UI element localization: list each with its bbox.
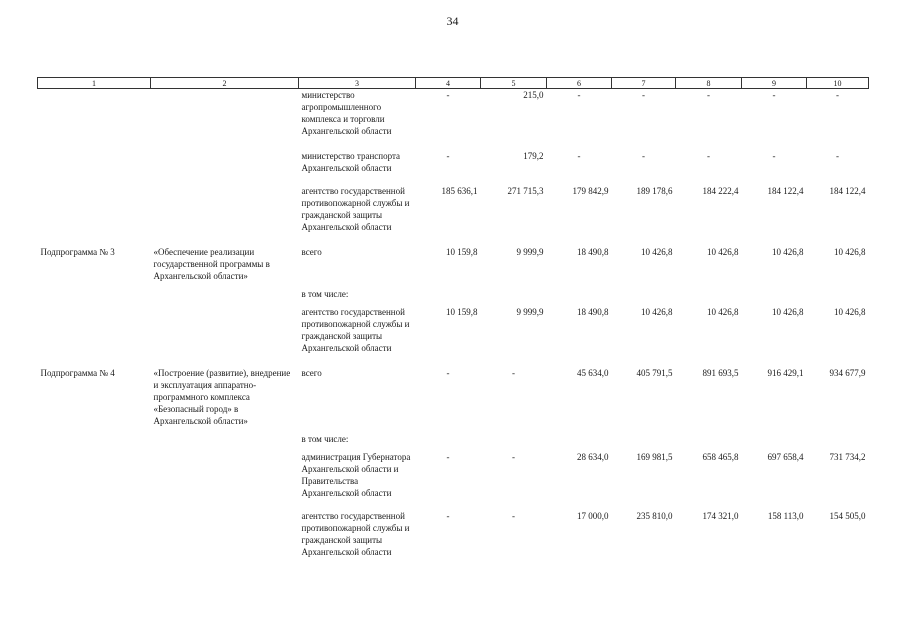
column-number: 3 (299, 78, 416, 89)
value-cell: 189 178,6 (636, 186, 673, 196)
value-cell (416, 288, 481, 306)
subprogram-title-cell (151, 306, 299, 367)
value-cell: - (512, 452, 515, 462)
table-row (38, 510, 869, 558)
column-number: 6 (547, 78, 612, 89)
table-row (38, 433, 869, 451)
value-cell: - (772, 151, 776, 161)
executor-cell: в том числе: (301, 289, 349, 299)
value-cell: 10 159,8 (446, 247, 478, 257)
value-cell: - (772, 90, 776, 100)
value-cell: - (642, 90, 645, 100)
value-cell: - (446, 90, 450, 100)
subprogram-title-cell (151, 185, 299, 246)
value-cell: - (836, 151, 839, 161)
value-cell: 10 159,8 (446, 307, 478, 317)
budget-table (37, 77, 869, 558)
table-body (38, 89, 869, 559)
table-row (38, 306, 869, 367)
table-row (38, 89, 869, 151)
subprogram-cell (38, 150, 151, 185)
subprogram-title-cell (151, 89, 299, 151)
value-cell (676, 288, 742, 306)
value-cell (481, 433, 547, 451)
subprogram-title-cell: «Обеспечение реализации государственной программы в Архангельской области» (153, 247, 270, 281)
subprogram-cell (38, 510, 151, 558)
subprogram-cell: Подпрограмма № 3 (40, 247, 115, 257)
table-row (38, 246, 869, 288)
value-cell (742, 288, 807, 306)
value-cell: 45 634,0 (577, 368, 609, 378)
value-cell: 158 113,0 (767, 511, 804, 521)
table-row (38, 150, 869, 185)
value-cell: 9 999,9 (516, 307, 544, 317)
value-cell: 184 222,4 (702, 186, 739, 196)
value-cell (742, 433, 807, 451)
column-number: 1 (38, 78, 151, 89)
value-cell: 184 122,4 (767, 186, 804, 196)
value-cell: - (446, 511, 450, 521)
table-row (38, 367, 869, 433)
table-row (38, 185, 869, 246)
value-cell (547, 433, 612, 451)
subprogram-title-cell (151, 433, 299, 451)
value-cell: 916 429,1 (767, 368, 804, 378)
value-cell: 169 981,5 (636, 452, 673, 462)
value-cell: - (577, 90, 581, 100)
executor-cell: агентство государственной противопожарной службы и гражданской защиты Архангельской области (301, 511, 410, 557)
value-cell: 405 791,5 (636, 368, 673, 378)
value-cell: - (512, 368, 515, 378)
subprogram-cell (38, 306, 151, 367)
executor-cell: всего (301, 368, 322, 378)
value-cell: - (577, 151, 581, 161)
value-cell (416, 433, 481, 451)
value-cell: 18 490,8 (577, 307, 609, 317)
value-cell (807, 433, 869, 451)
value-cell: 10 426,8 (707, 307, 739, 317)
column-number: 4 (416, 78, 481, 89)
value-cell: 10 426,8 (641, 307, 673, 317)
subprogram-cell (38, 89, 151, 151)
subprogram-cell: Подпрограмма № 4 (40, 368, 115, 378)
value-cell: 697 658,4 (767, 452, 804, 462)
value-cell: 174 321,0 (702, 511, 739, 521)
value-cell (612, 433, 676, 451)
subprogram-cell (38, 433, 151, 451)
value-cell: 934 677,9 (829, 368, 866, 378)
table-row (38, 451, 869, 510)
subprogram-title-cell (151, 288, 299, 306)
value-cell: 18 490,8 (577, 247, 609, 257)
value-cell (612, 288, 676, 306)
table-row (38, 288, 869, 306)
value-cell: - (446, 452, 450, 462)
subprogram-title-cell (151, 451, 299, 510)
column-number: 5 (481, 78, 547, 89)
subprogram-title-cell (151, 150, 299, 185)
subprogram-title-cell: «Построение (развитие), внедрение и эксплуатация аппаратно-программного комплекса «Безопасный город» в Архангельской области» (153, 368, 291, 426)
column-number: 7 (612, 78, 676, 89)
executor-cell: министерство транспорта Архангельской области (301, 151, 401, 173)
value-cell: 891 693,5 (702, 368, 739, 378)
value-cell: 28 634,0 (577, 452, 609, 462)
value-cell: 10 426,8 (641, 247, 673, 257)
value-cell: - (707, 90, 710, 100)
value-cell: 9 999,9 (516, 247, 544, 257)
value-cell (547, 288, 612, 306)
column-number-row (38, 78, 869, 89)
executor-cell: администрация Губернатора Архангельской области и Правительства Архангельской области (301, 452, 411, 498)
subprogram-cell (38, 185, 151, 246)
value-cell: 10 426,8 (834, 307, 866, 317)
column-number: 2 (151, 78, 299, 89)
value-cell (807, 288, 869, 306)
value-cell: - (446, 151, 450, 161)
executor-cell: всего (301, 247, 322, 257)
value-cell: - (642, 151, 645, 161)
executor-cell: агентство государственной противопожарной службы и гражданской защиты Архангельской области (301, 186, 410, 232)
value-cell: 10 426,8 (772, 307, 804, 317)
executor-cell: агентство государственной противопожарной службы и гражданской защиты Архангельской области (301, 307, 410, 353)
value-cell: 185 636,1 (441, 186, 478, 196)
executor-cell: в том числе: (301, 434, 349, 444)
subprogram-cell (38, 451, 151, 510)
value-cell: 10 426,8 (834, 247, 866, 257)
value-cell (676, 433, 742, 451)
column-number: 9 (742, 78, 807, 89)
value-cell: - (707, 151, 710, 161)
value-cell: 179,2 (523, 151, 544, 161)
value-cell: 10 426,8 (772, 247, 804, 257)
value-cell: - (512, 511, 515, 521)
page-number: 34 (446, 14, 459, 28)
value-cell: 10 426,8 (707, 247, 739, 257)
value-cell: 179 842,9 (572, 186, 609, 196)
column-number: 8 (676, 78, 742, 89)
value-cell: 17 000,0 (577, 511, 609, 521)
value-cell: - (836, 90, 839, 100)
value-cell: 271 715,3 (507, 186, 544, 196)
value-cell: 658 465,8 (702, 452, 739, 462)
value-cell: 235 810,0 (636, 511, 673, 521)
value-cell: 154 505,0 (829, 511, 866, 521)
subprogram-title-cell (151, 510, 299, 558)
subprogram-cell (38, 288, 151, 306)
executor-cell: министерство агропромышленного комплекса и торговли Архангельской области (301, 90, 392, 136)
value-cell: 184 122,4 (829, 186, 866, 196)
value-cell: 215,0 (523, 90, 544, 100)
value-cell: - (446, 368, 450, 378)
value-cell (481, 288, 547, 306)
value-cell: 731 734,2 (829, 452, 866, 462)
column-number: 10 (807, 78, 869, 89)
